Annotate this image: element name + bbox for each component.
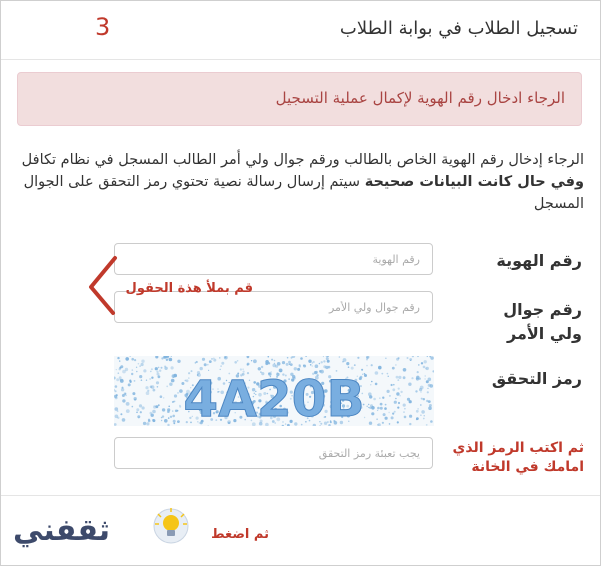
step-number: 3 <box>95 13 111 41</box>
alert-text: الرجاء ادخال رقم الهوية لإكمال عملية التسجيل <box>275 89 565 107</box>
footer-divider <box>1 495 600 496</box>
error-alert <box>17 72 582 126</box>
captcha-label: رمز التحقق <box>491 369 582 388</box>
instructions-text <box>16 149 584 215</box>
id-input[interactable] <box>114 243 433 275</box>
id-label: رقم الهوية <box>496 251 582 270</box>
instructions-part2: سيتم إرسال رسالة نصية تحتوي رمز التحقق على الجوال المسجل <box>23 174 584 212</box>
captcha-input[interactable] <box>114 437 433 469</box>
logo-text: ثقفني <box>13 513 111 548</box>
annotation-type-code: ثم اكتب الرمز الذي امامك في الخانة <box>452 440 584 475</box>
phone-label: رقم جوال ولي الأمر <box>503 300 582 343</box>
annotation-then-press: ثم اضغط <box>211 527 269 542</box>
captcha-code: 4A20B <box>183 370 365 426</box>
modal-title: تسجيل الطلاب في بوابة الطلاب <box>339 18 578 39</box>
annotation-fill-fields: قم بملأ هذة الحقول <box>125 281 253 296</box>
instructions-part1: الرجاء إدخال رقم الهوية الخاص بالطالب ورقم جوال ولي أمر الطالب المسجل في نظام تكافل <box>21 152 584 168</box>
modal-header <box>1 1 600 60</box>
instructions-bold: وفي حال كانت البيانات صحيحة <box>364 174 584 190</box>
captcha-image <box>114 356 434 426</box>
